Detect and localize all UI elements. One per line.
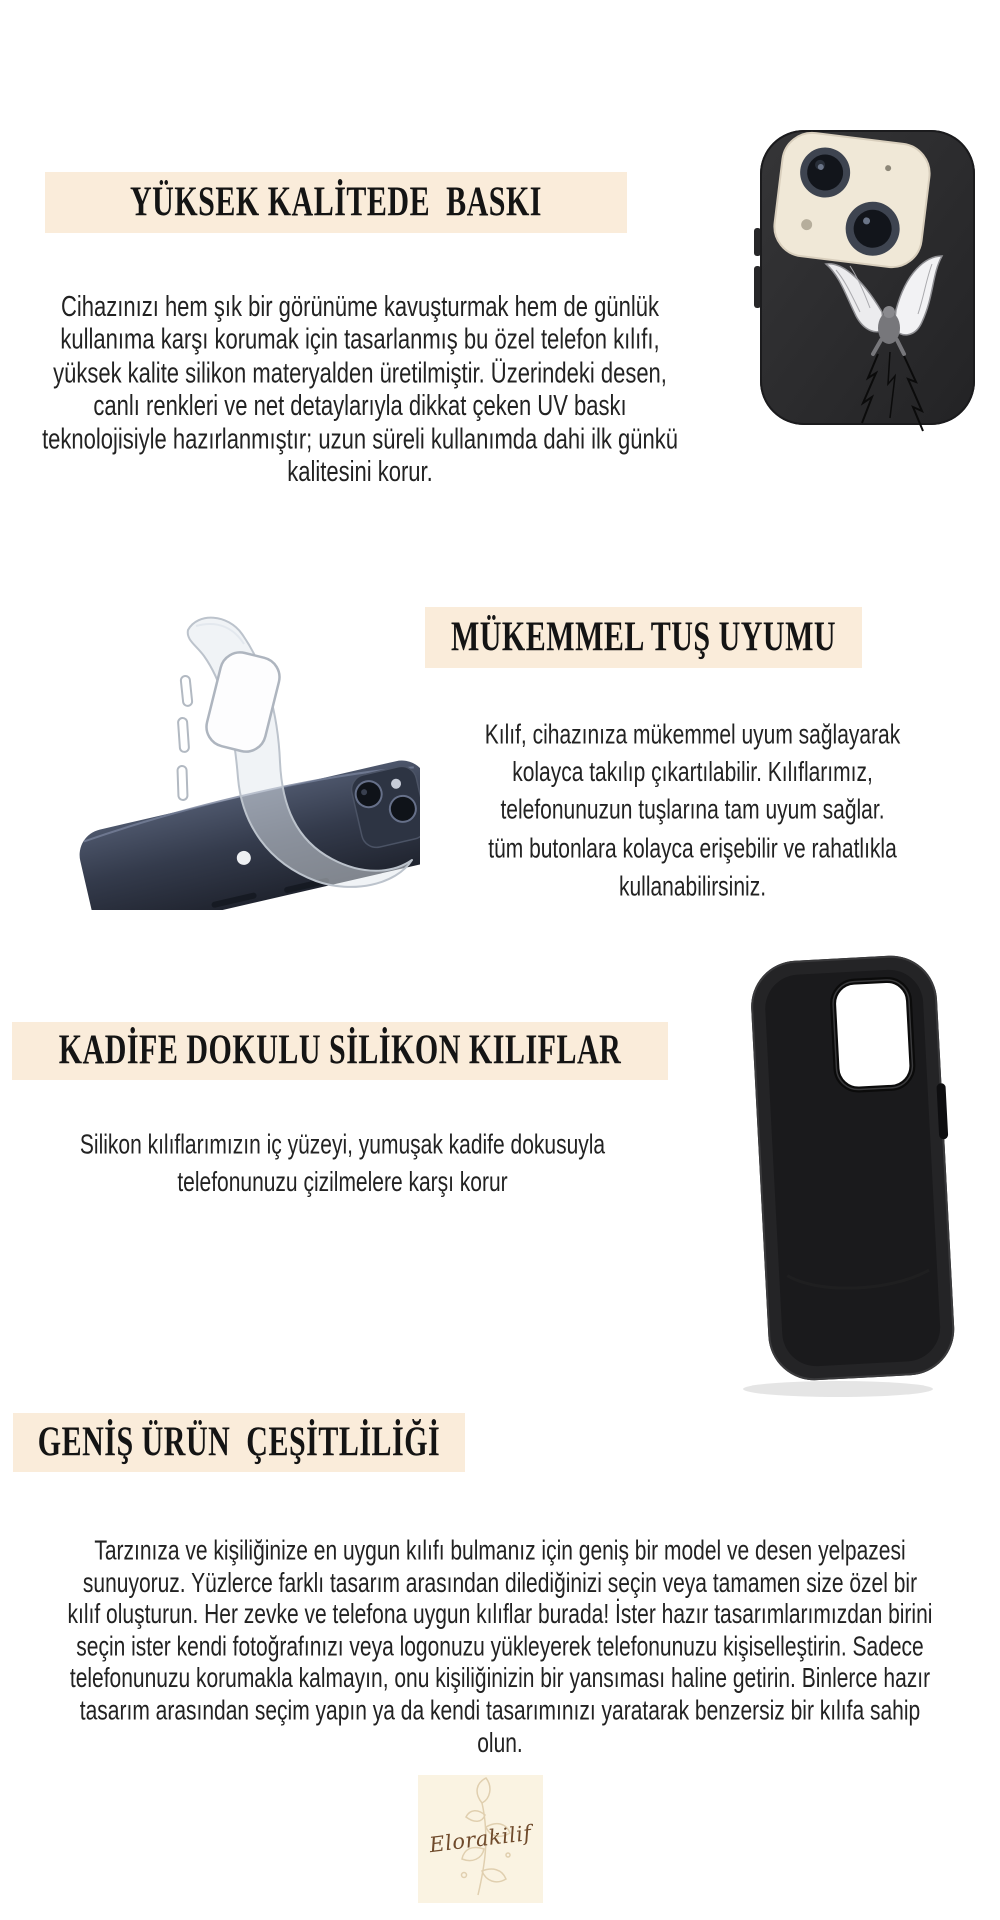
case-button-slots [177,676,192,801]
heading-variety: GENİŞ ÜRÜN ÇEŞİTLİLİĞİ [37,1418,441,1465]
transparent-case-with-phone-photo [30,590,420,910]
camera-cutout [832,979,914,1091]
heading-band-print-quality [45,172,627,233]
paragraph-button-fit: Kılıf, cihazınıza mükemmel uyum sağlayarak kolayca takılıp çıkartılabilir. Kılıflarımız, telefonunuzun tuşlarına tam uyum sağlar. tüm butonlara kolayca erişebilir ve rahatlıkla kullanabilirsiniz. [484,719,901,902]
brand-logo [418,1775,543,1903]
camera-plateau [771,129,933,270]
heading-button-fit: MÜKEMMEL TUŞ UYUMU [450,613,837,660]
heading-print-quality: YÜKSEK KALİTEDE BASKI [130,178,542,225]
heading-band-variety [13,1413,465,1472]
black-case-inner-velvet-photo [733,942,963,1402]
black-case-angel-print-photo [740,100,990,440]
brand-logo-text: Elorakilif [427,1820,534,1858]
paragraph-variety: Tarzınıza ve kişiliğinize en uygun kılıfı bulmanız için geniş bir model ve desen yelpazesi sunuyoruz. Yüzlerce farklı tasarım arasından dilediğinizi seçin veya tamamen size özel bir kılıf oluşturun. Her zevke ve telefona uygun kılıflar burada! İster hazır tasarımlarımızdan birini seçin ister kendi fotoğrafınızı veya logonuzu yükleyerek telefonunuzu kişiselleştirin. Sadece telefonunuzu korumakla kalmayın, onu kişiliğinizin bir yansıması haline getirin. Binlerce hazır tasarım arasından seçim yapın ya da kendi tasarımınızı yaratarak benzersiz bir kılıfa sahip olun. [67,1536,933,1758]
paragraph-velvet-texture: Silikon kılıflarımızın iç yüzeyi, yumuşak kadife dokusuyla telefonunuzu çizilmelere karşı korur [79,1129,606,1198]
heading-band-velvet-texture [12,1022,668,1080]
heading-velvet-texture: KADİFE DOKULU SİLİKON KILIFLAR [58,1027,622,1074]
case-side-button [754,228,761,256]
case-side-button [754,266,761,308]
paragraph-print-quality: Cihazınızı hem şık bir görünüme kavuşturmak hem de günlük kullanıma karşı korumak için tasarlanmış bu özel telefon kılıfı, yüksek kalite silikon materyalden üretilmiştir. Üzerindeki desen, canlı renkleri ve net detaylarıyla dikkat çeken UV baskı teknolojisiyle hazırlanmıştır; uzun süreli kullanımda dahi ilk günkü kalitesini korur. [42,290,678,488]
heading-band-button-fit [425,607,862,668]
